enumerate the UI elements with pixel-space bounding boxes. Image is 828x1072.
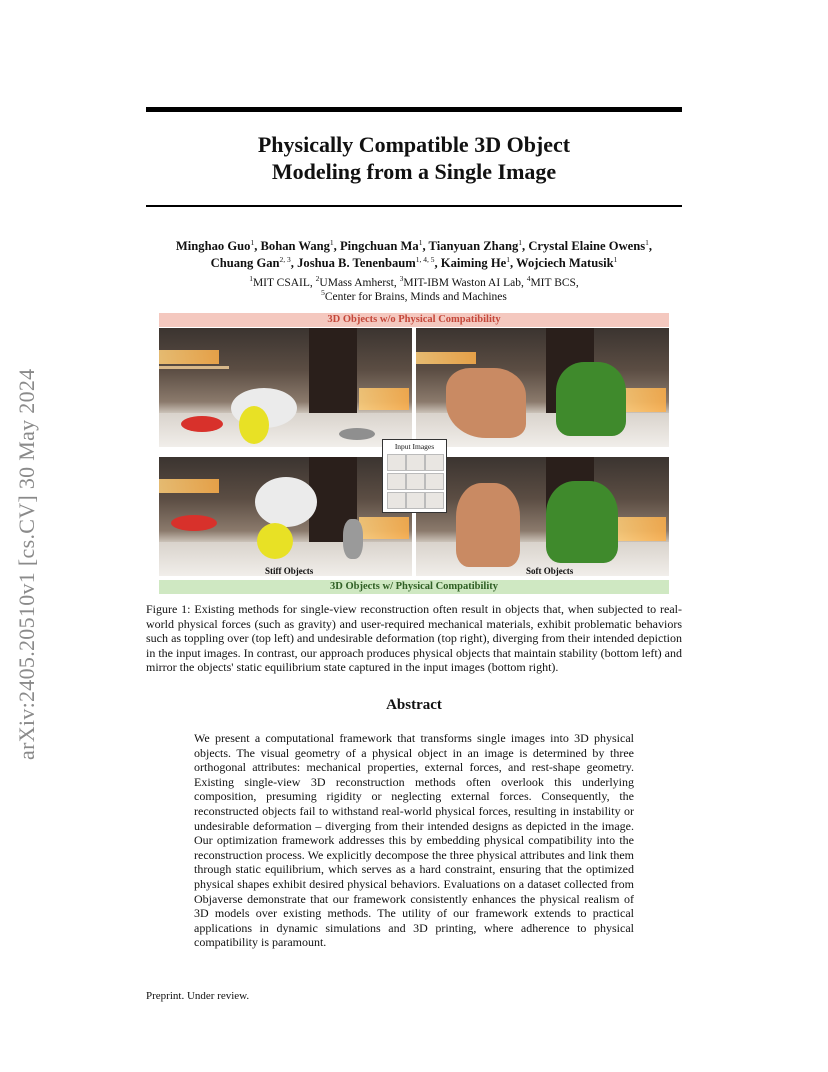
dancer-shape bbox=[456, 483, 520, 567]
affiliation-marker: 1 bbox=[329, 237, 334, 247]
input-images-label: Input Images bbox=[394, 442, 435, 451]
author-name: Bohan Wang bbox=[260, 239, 330, 253]
input-thumbnail bbox=[406, 492, 425, 509]
affiliation-marker: 1 bbox=[613, 254, 618, 264]
affiliation-name: MIT CSAIL, bbox=[252, 277, 316, 289]
title-line-2: Modeling from a Single Image bbox=[271, 159, 557, 184]
affiliation-marker: 1 bbox=[518, 237, 523, 247]
affiliation-marker: 1 bbox=[250, 237, 255, 247]
robot-shape bbox=[339, 428, 375, 440]
author-name: Kaiming He bbox=[440, 256, 507, 270]
author-name: Tianyuan Zhang bbox=[428, 239, 519, 253]
figure-caption: Figure 1: Existing methods for single-view reconstruction often result in objects that, when subjected to real-world physical forces (such as gravity) and user-required mechanical materials, exhibit problematic behaviors such as toppling over (top left) and undesirable deformation (top right), diverging from their intended depiction in the input images. In contrast, our approach produces physical objects that maintain stability (bottom left) and mirror the objects' static equilibrium state captured in the input images (bottom right). bbox=[146, 602, 682, 675]
author-name: Chuang Gan bbox=[210, 256, 280, 270]
affiliation-name: MIT-IBM Waston AI Lab, bbox=[403, 277, 527, 289]
input-images-inset bbox=[382, 439, 447, 513]
title-line-1: Physically Compatible 3D Object bbox=[257, 132, 571, 157]
figure-1 bbox=[159, 313, 669, 595]
author-name: Pingchuan Ma bbox=[339, 239, 419, 253]
author-name: Crystal Elaine Owens bbox=[528, 239, 646, 253]
affiliation-marker: 1 bbox=[506, 254, 510, 264]
affiliation-name: MIT BCS, bbox=[530, 277, 579, 289]
input-thumbnail bbox=[387, 454, 406, 471]
affiliation-marker: 5 bbox=[321, 288, 325, 298]
affiliation-marker: 2, 3 bbox=[279, 254, 291, 264]
label-soft-objects: Soft Objects bbox=[526, 566, 574, 576]
footer-note: Preprint. Under review. bbox=[146, 990, 250, 1002]
input-thumbnail bbox=[387, 492, 406, 509]
affiliation-marker: 1 bbox=[249, 274, 253, 284]
affiliation-name: Center for Brains, Minds and Machines bbox=[324, 291, 507, 303]
unicorn-shape bbox=[255, 477, 317, 527]
dancer-shape bbox=[446, 368, 526, 438]
author-name: Minghao Guo bbox=[175, 239, 251, 253]
input-thumbnail bbox=[406, 473, 425, 490]
affiliation-marker: 2 bbox=[315, 274, 320, 284]
cactus-shape bbox=[556, 362, 626, 436]
chick-shape bbox=[239, 406, 269, 444]
author-name: Wojciech Matusik bbox=[516, 256, 614, 270]
input-thumbnail bbox=[425, 473, 444, 490]
affiliation-marker: 3 bbox=[399, 274, 404, 284]
flamingo-shape bbox=[171, 515, 217, 531]
flamingo-shape bbox=[181, 416, 223, 432]
panel-soft-without bbox=[416, 328, 669, 447]
figure-top-band: 3D Objects w/o Physical Compatibility bbox=[159, 313, 669, 327]
affiliation-marker: 4 bbox=[526, 274, 531, 284]
title-top-rule bbox=[146, 107, 682, 112]
paper-title bbox=[146, 131, 682, 185]
input-thumbnail bbox=[387, 473, 406, 490]
author-list bbox=[146, 238, 682, 272]
author-name: Joshua B. Tenenbaum bbox=[297, 256, 416, 270]
abstract-body: We present a computational framework that transforms single images into 3D physical objects. The visual geometry of a physical object in an image is determined by three orthogonal attributes: mechanical properties, external forces, and rest-shape geometry. Existing single-view 3D reconstruction methods often overlook this underlying composition, presuming rigidity or neglecting external forces. Consequently, the reconstructed objects fail to withstand real-world physical forces, resulting in instability or undesirable deformation – diverging from their intended designs as depicted in the image. Our optimization framework addresses this by embedding physical compatibility into the reconstruction process. We explicitly decompose the three physical attributes and link them through static equilibrium, which serves as a hard constraint, ensuring that the optimized physical shapes exhibit desired physical behaviors. Evaluations on a dataset collected from Objaverse demonstrate that our framework consistently enhances the physical realism of 3D models over existing methods. The utility of our framework extends to practical applications in dynamic simulations and 3D printing, where adherence to physical compatibility is paramount. bbox=[194, 731, 634, 950]
cactus-shape bbox=[546, 481, 618, 563]
affiliation-marker: 1 bbox=[418, 237, 423, 247]
abstract-heading: Abstract bbox=[386, 697, 442, 713]
author-line-1: Minghao Guo$^1$, Bohan Wang$^1$, Pingchuan Ma$^1$, Tianyuan Zhang$^1$, Crystal Elaine Owens$^1$, bbox=[175, 237, 653, 253]
affiliation-marker: 1 bbox=[645, 237, 649, 247]
author-line-2: Chuang Gan$^{2, 3}$, Joshua B. Tenenbaum$^{1, 4, 5}$, Kaiming He$^1$, Wojciech Matusik$^1$ bbox=[210, 254, 618, 270]
chick-shape bbox=[257, 523, 293, 559]
arxiv-side-stamp: arXiv:2405.20510v1 [cs.CV] 30 May 2024 bbox=[14, 368, 39, 760]
affiliation-line-2 bbox=[146, 290, 682, 304]
affiliation-marker: 1, 4, 5 bbox=[415, 254, 435, 264]
label-stiff-objects: Stiff Objects bbox=[265, 566, 314, 576]
figure-bottom-band: 3D Objects w/ Physical Compatibility bbox=[159, 580, 669, 594]
panel-stiff-without bbox=[159, 328, 412, 447]
panel-soft-with bbox=[416, 457, 669, 576]
title-bottom-rule bbox=[146, 205, 682, 207]
affiliation-name: UMass Amherst, bbox=[319, 277, 400, 289]
affiliations bbox=[146, 276, 682, 304]
input-thumbnail bbox=[406, 454, 425, 471]
panel-stiff-with bbox=[159, 457, 412, 576]
robot-shape bbox=[343, 519, 363, 559]
input-thumbnail bbox=[425, 454, 444, 471]
input-thumbnail bbox=[425, 492, 444, 509]
affiliation-line-1 bbox=[146, 276, 682, 290]
